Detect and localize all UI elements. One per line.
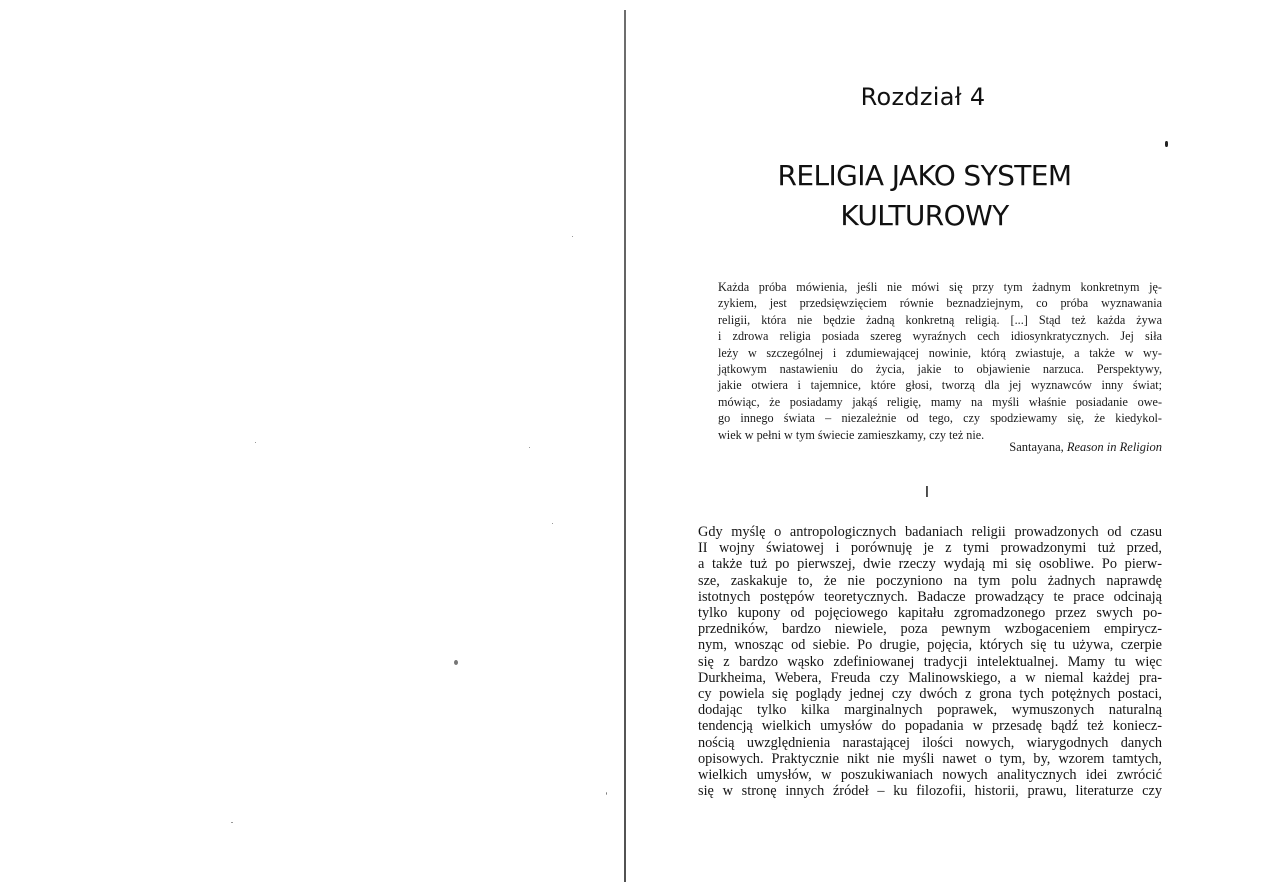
- chapter-label: Rozdział 4: [860, 83, 986, 111]
- chapter-title-line: RELIGIA JAKO SYSTEM: [777, 159, 1072, 192]
- left-page-blank: [0, 0, 624, 894]
- epigraph-line: go innego świata – niezależnie od tego, czy spodziewamy się, że kiedykol-: [718, 411, 1162, 426]
- epigraph-line: Każda próba mówienia, jeśli nie mówi się przy tym żadnym konkretnym ję-: [718, 280, 1162, 294]
- body-line: a także tuż po pierwszej, dwie rzeczy wydają mi się osobliwe. Po pierw-: [698, 556, 1162, 573]
- epigraph-line: jątkowym nastawieniu do życia, jakie to objawienie narzuca. Perspektywy,: [718, 362, 1162, 377]
- scan-speck: [255, 442, 256, 443]
- body-line: się w stronę innych źródeł – ku filozofii, historii, prawu, literaturze czy: [698, 783, 1162, 800]
- epigraph-line: jakie otwiera i tajemnice, które głosi, tworzą dla jej wyznawców inny świat;: [718, 378, 1162, 393]
- scan-speck: [572, 236, 573, 237]
- book-gutter: [624, 10, 626, 882]
- body-line: dodając tylko kilka marginalnych poprawek, wymuszonych naturalną: [698, 702, 1162, 719]
- scan-speck: [552, 523, 553, 524]
- epigraph-line: religii, która nie będzie żadną konkretną religią. [...] Stąd też każda żywa: [718, 312, 1162, 327]
- body-line: Gdy myślę o antropologicznych badaniach religii prowadzonych od czasu: [698, 524, 1162, 540]
- chapter-title-line: KULTUROWY: [840, 199, 1009, 232]
- scan-speck: [606, 792, 607, 795]
- epigraph-attribution: [718, 440, 1162, 455]
- epigraph-line: zykiem, jest przedsięwzięciem równie beznadziejnym, co próba wyznawania: [718, 296, 1162, 311]
- body-line: przedników, bardzo niewiele, poza pewnym wzbogaceniem empirycz-: [698, 621, 1162, 638]
- scan-speck: [1165, 141, 1168, 147]
- epigraph-line: mówiąc, że posiadamy jakąś religię, mamy na myśli właśnie posiadanie owe-: [718, 394, 1162, 409]
- body-line: istotnych postępów teoretycznych. Badacze prowadzący te prace odcinają: [698, 588, 1162, 605]
- epigraph-source: Reason in Religion: [1066, 440, 1162, 454]
- right-page: [627, 0, 1262, 894]
- epigraph: [718, 279, 1162, 443]
- epigraph-line: i zdrowa religia posiada szereg wyraźnych cech idiosynkratycznych. Jej siła: [718, 329, 1162, 344]
- chapter-title: [727, 156, 1122, 236]
- body-line: sze, zaskakuje to, że nie poczyniono na tym polu żadnych naprawdę: [698, 572, 1162, 589]
- epigraph-line: leży w szczególnej i zdumiewającej nowinie, którą zwiastuje, a także w wy-: [718, 345, 1162, 360]
- body-line: się z bardzo wąsko zdefiniowanej tradycji intelektualnej. Mamy tu więc: [698, 653, 1162, 670]
- section-numeral: I: [924, 483, 930, 501]
- epigraph-line: wiek w pełni w tym świecie zamieszkamy, czy też nie.: [718, 427, 985, 442]
- epigraph-author: Santayana,: [1009, 440, 1064, 454]
- scan-speck: [231, 822, 233, 823]
- body-line: nym, wnosząc od siebie. Po drugie, pojęcia, których się tu używa, czerpie: [698, 637, 1162, 654]
- body-line: cy powiela się poglądy jednej czy dwóch z grona tych potężnych postaci,: [698, 686, 1162, 703]
- body-text: [698, 524, 1162, 799]
- body-line: II wojny światowej i porównuję je z tymi prowadzonymi tuż przed,: [698, 540, 1162, 557]
- body-line: tendencją wielkich umysłów do popadania w przesadę bądź też koniecz-: [698, 718, 1162, 735]
- body-line: nością uwzględnienia narastającej ilości nowych, wiarygodnych danych: [698, 734, 1162, 751]
- body-line: Durkheima, Webera, Freuda czy Malinowskiego, a w niemal każdej pra-: [698, 669, 1162, 686]
- scan-speck: [454, 660, 458, 665]
- body-line: opisowych. Praktycznie nikt nie myśli nawet o tym, by, wzorem tamtych,: [698, 750, 1162, 767]
- scan-speck: [529, 447, 530, 448]
- body-line: wielkich umysłów, w poszukiwaniach nowych analitycznych idei zwrócić: [698, 767, 1162, 784]
- body-line: tylko kupony od pojęciowego kapitału zgromadzonego przez swych po-: [698, 605, 1162, 622]
